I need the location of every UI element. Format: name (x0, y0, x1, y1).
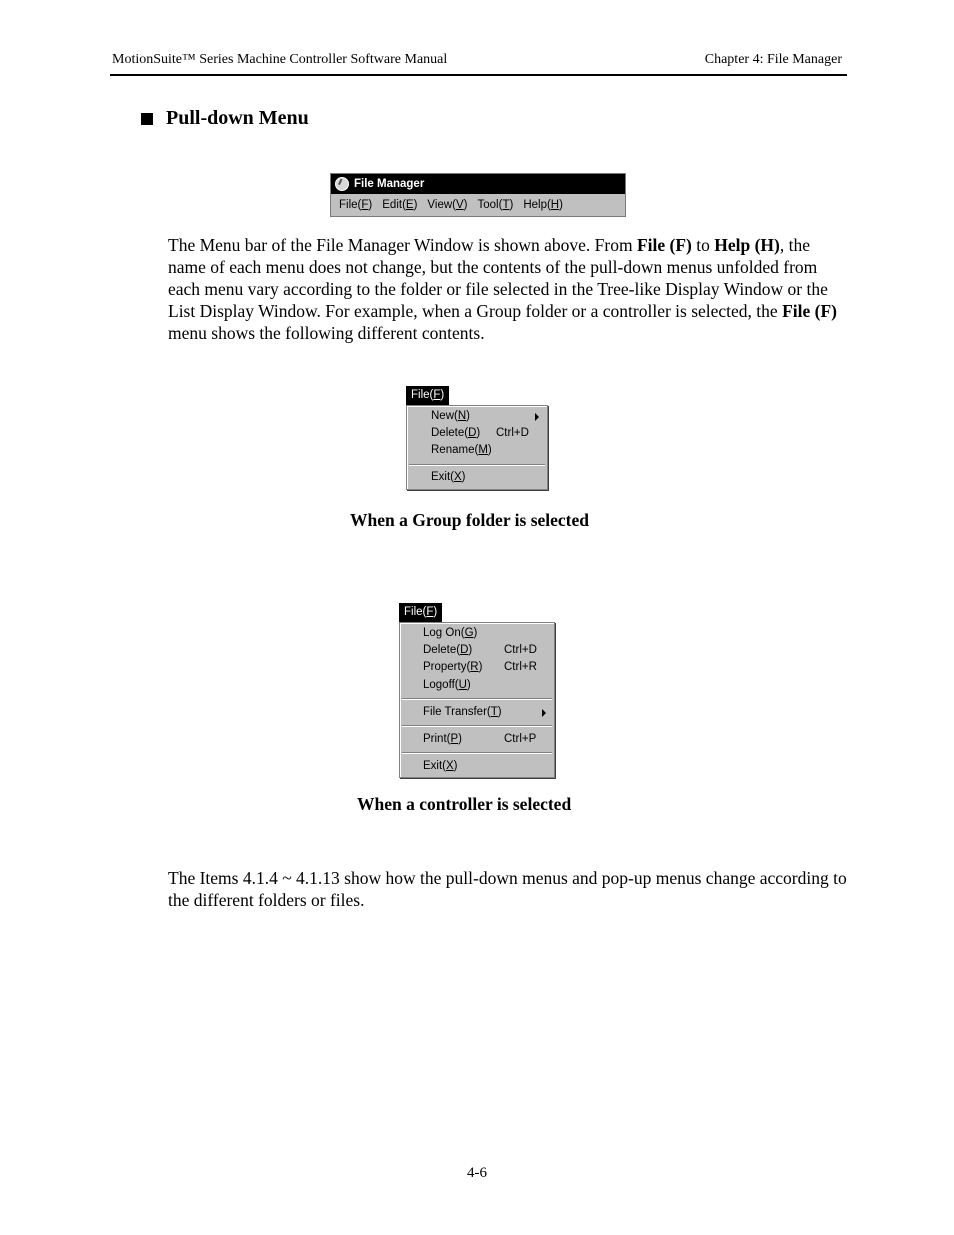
menu-item-exit[interactable]: Exit(X) (423, 760, 458, 772)
app-icon (335, 177, 349, 191)
file-manager-window (330, 173, 626, 217)
menu-item-new[interactable]: New(N) (407, 408, 547, 425)
controller-file-menu-title[interactable]: File(F) (399, 603, 442, 622)
intro-paragraph: The Menu bar of the File Manager Window is shown above. From File (F) to Help (H), the name of each menu does not change, but the contents of the pull-down menus unfolded from each menu vary according to the folder or file selected in the Tree-like Display Window or the List Display Window. For example, when a Group folder or a controller is selected, the File (F) menu shows the following different contents. (168, 235, 837, 343)
menu-separator (402, 725, 552, 727)
menu-help[interactable]: Help(H) (523, 199, 563, 211)
header-rule (110, 74, 847, 76)
menu-item-log-on[interactable]: Log On(G) (423, 627, 478, 639)
menu-separator (402, 752, 552, 754)
shortcut-label: Ctrl+D (504, 644, 537, 656)
window-title: File Manager (354, 178, 425, 190)
submenu-arrow-icon (535, 413, 539, 421)
menu-view[interactable]: View(V) (427, 199, 468, 211)
menu-item-property[interactable]: Property(R) Ctrl+R (400, 659, 554, 676)
menu-bar (331, 194, 625, 216)
controller-menu-caption: When a controller is selected (357, 794, 572, 814)
header-manual-title: MotionSuite™ Series Machine Controller Software Manual (112, 52, 448, 67)
page-number: 4-6 (467, 1165, 487, 1181)
menu-tool[interactable]: Tool(T) (477, 199, 514, 211)
header-chapter-title: Chapter 4: File Manager (704, 52, 842, 67)
menu-separator (409, 464, 545, 466)
menu-separator (402, 698, 552, 700)
group-menu-caption: When a Group folder is selected (350, 510, 590, 530)
shortcut-label: Ctrl+P (504, 733, 537, 745)
menu-file[interactable]: File(F) (339, 199, 373, 211)
shortcut-label: Ctrl+R (504, 661, 537, 673)
section-title: Pull-down Menu (166, 107, 309, 129)
closing-paragraph: The Items 4.1.4 ~ 4.1.13 show how the pull-down menus and pop-up menus change according to the different folders or files. (168, 868, 847, 910)
window-title-bar (331, 174, 625, 194)
menu-item-delete[interactable]: Delete(D) Ctrl+D (400, 642, 554, 659)
menu-edit[interactable]: Edit(E) (382, 199, 418, 211)
controller-file-menu (399, 622, 555, 778)
section-heading (141, 107, 309, 130)
menu-item-file-transfer[interactable]: File Transfer(T) (400, 704, 554, 721)
menu-item-rename[interactable]: Rename(M) (431, 444, 492, 456)
shortcut-label: Ctrl+D (496, 427, 529, 439)
menu-item-delete[interactable]: Delete(D) Ctrl+D (407, 425, 547, 442)
menu-item-exit[interactable]: Exit(X) (431, 471, 466, 483)
menu-item-print[interactable]: Print(P) Ctrl+P (400, 731, 554, 748)
submenu-arrow-icon (542, 709, 546, 717)
menu-item-logoff[interactable]: Logoff(U) (423, 679, 471, 691)
group-file-menu (406, 405, 548, 490)
square-bullet-icon (141, 113, 153, 125)
group-file-menu-title[interactable]: File(F) (406, 386, 449, 405)
